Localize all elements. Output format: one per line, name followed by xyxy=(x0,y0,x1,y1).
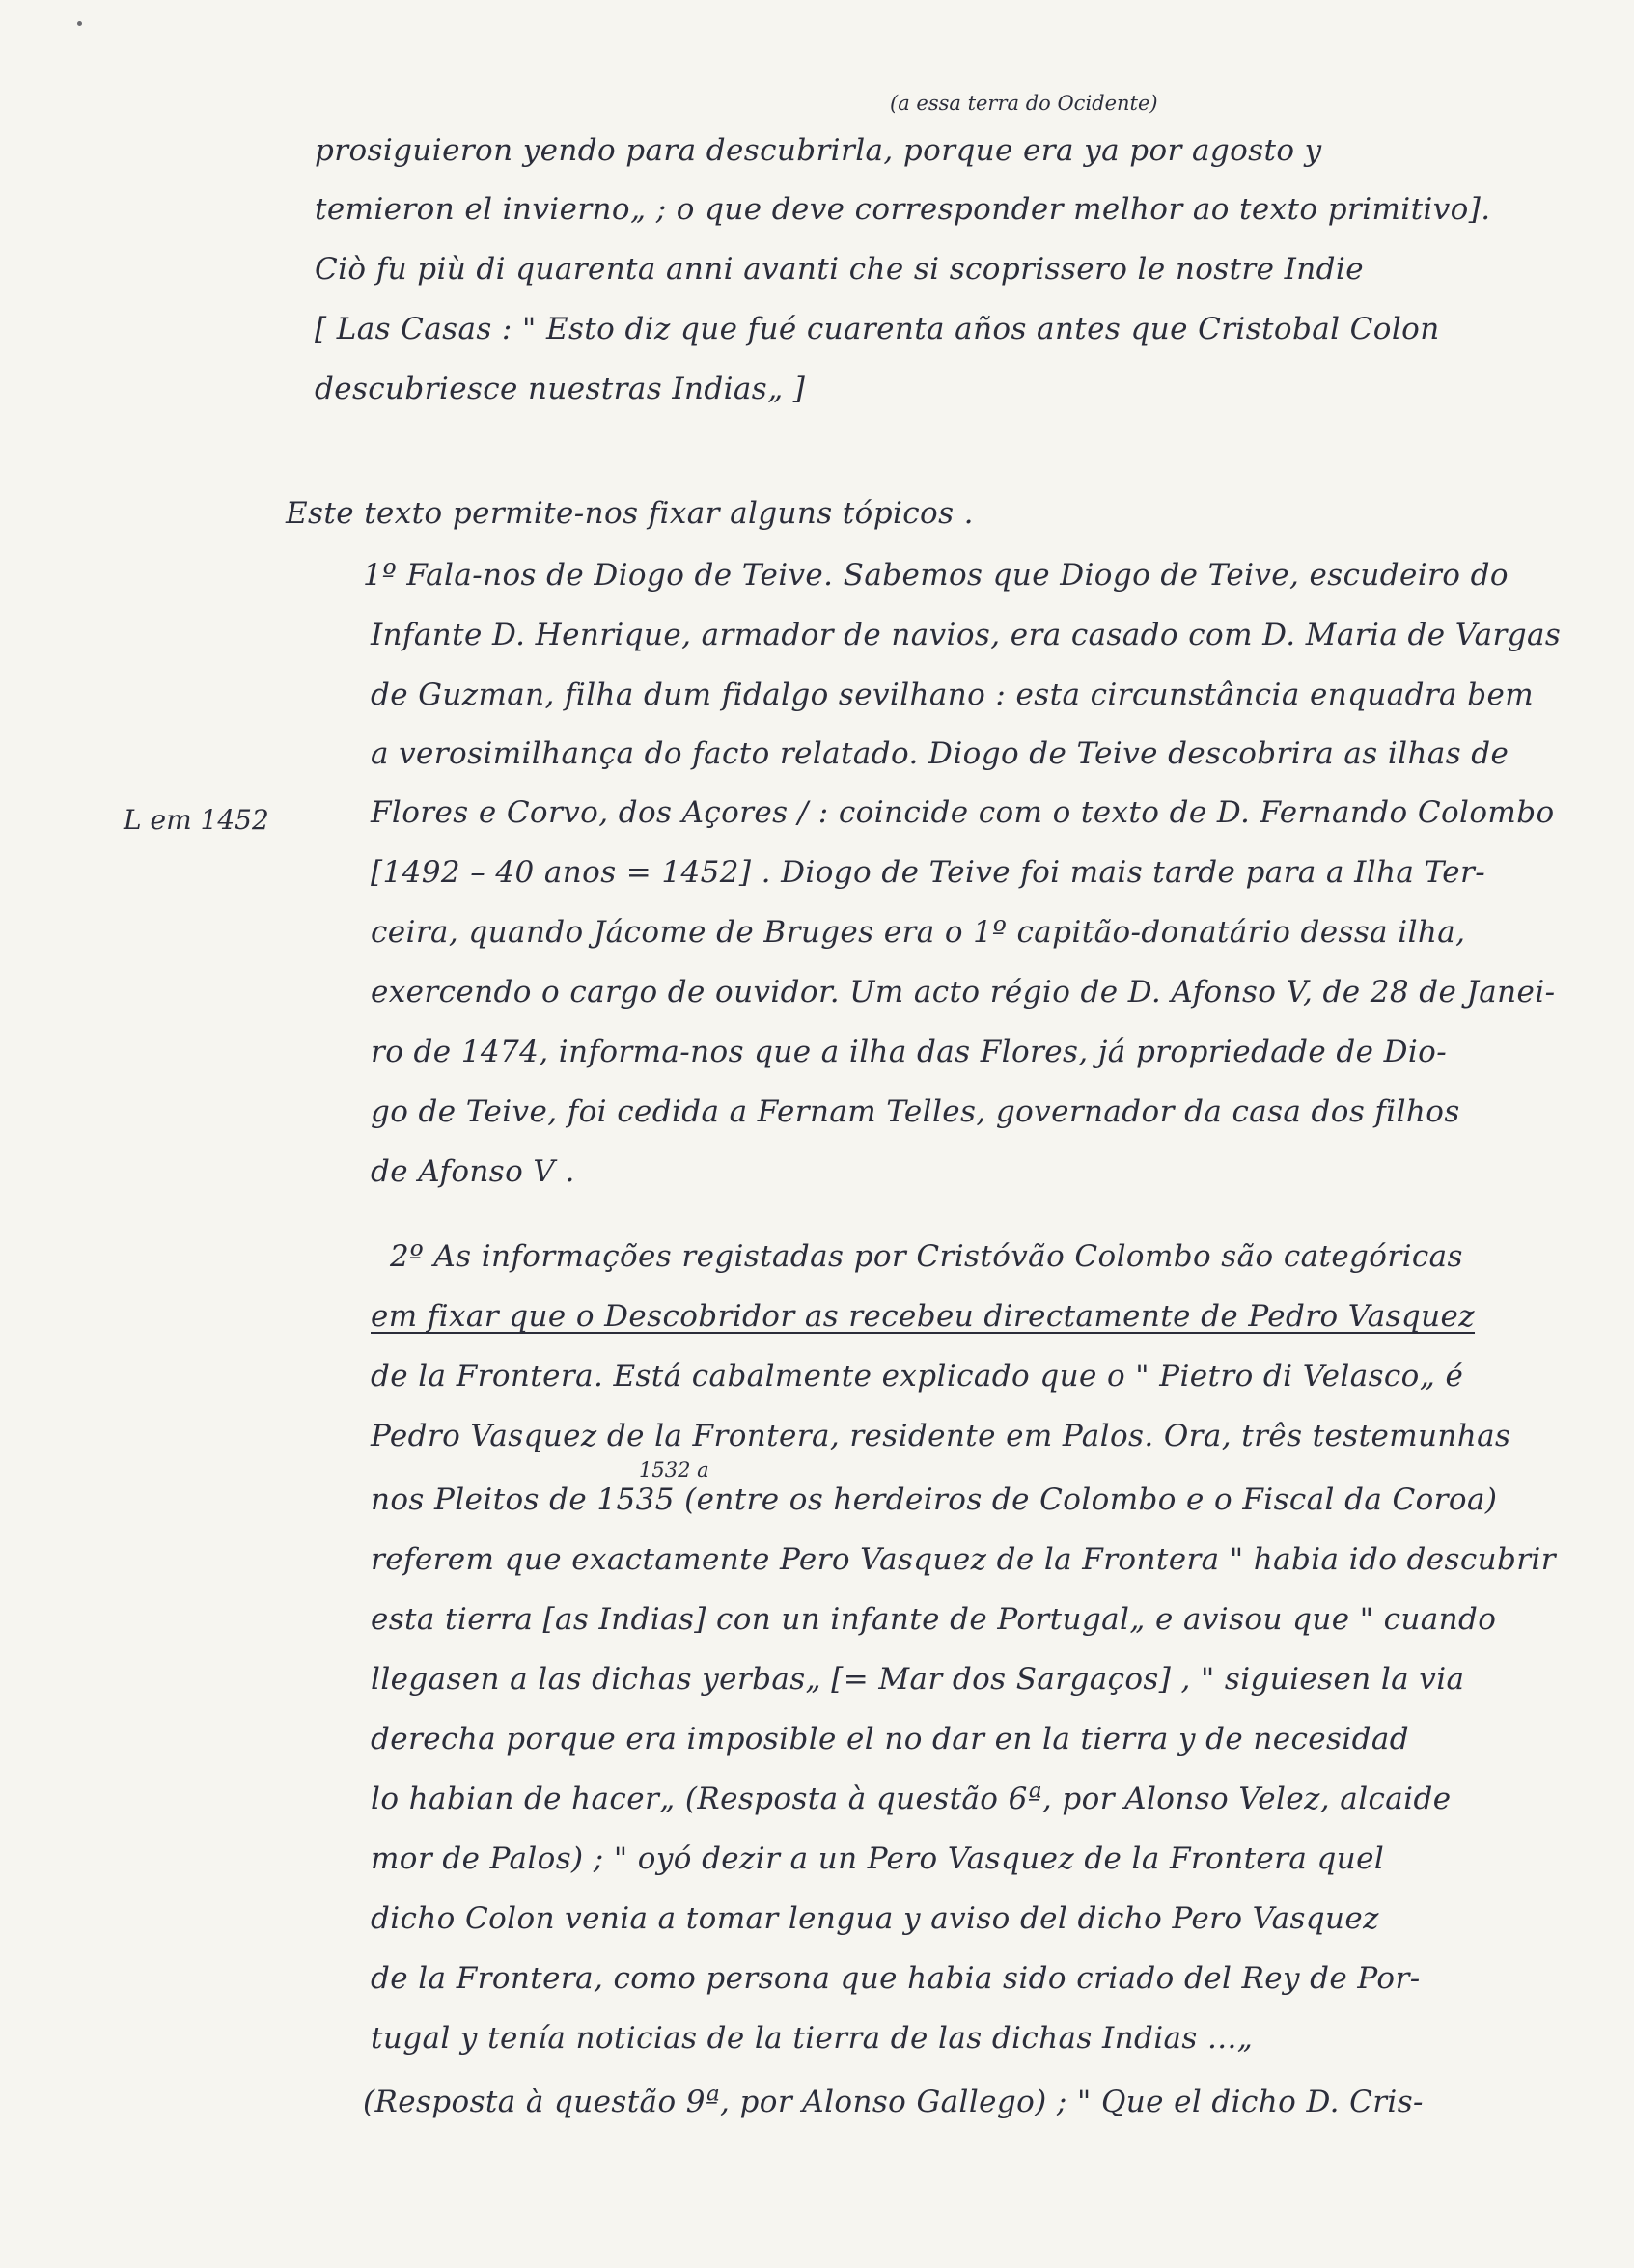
point2-line-2: em fixar que o Descobridor as recebeu directamente de Pedro Vasquez xyxy=(371,1299,1476,1334)
point2-line-6: referem que exactamente Pero Vasquez de la Frontera " habia ido descubrir xyxy=(371,1542,1556,1577)
point1-line-10: go de Teive, foi cedida a Fernam Telles, governador da casa dos filhos xyxy=(371,1094,1460,1129)
quote-line-2: temieron el invierno„ ; o que deve corresponder melhor ao texto primitivo]. xyxy=(315,192,1491,227)
point2-line-5: nos Pleitos de 1535 (entre os herdeiros de Colombo e o Fiscal da Coroa) xyxy=(371,1482,1498,1517)
point2-line-7: esta tierra [as Indias] con un infante de Portugal„ e avisou que " cuando xyxy=(371,1602,1497,1637)
point2-line-14: tugal y tenía noticias de la tierra de las dichas Indias ...„ xyxy=(371,2021,1254,2056)
pleitos-year-note: 1532 a xyxy=(639,1458,709,1481)
point2-line-10: lo habian de hacer„ (Resposta à questão 6ª, por Alonso Velez, alcaide xyxy=(371,1782,1452,1816)
point2-line-8: llegasen a las dichas yerbas„ [= Mar dos Sargaços] , " siguiesen la via xyxy=(371,1662,1465,1697)
point1-line-4: a verosimilhança do facto relatado. Diogo de Teive descobrira as ilhas de xyxy=(371,736,1509,771)
quote-line-1: prosiguieron yendo para descubrirla, porque era ya por agosto y xyxy=(315,133,1322,168)
point1-line-3: de Guzman, filha dum fidalgo sevilhano : esta circunstância enquadra bem xyxy=(371,678,1534,712)
point2-line-11: mor de Palos) ; " oyó dezir a un Pero Vasquez de la Frontera quel xyxy=(371,1841,1385,1876)
paper-speck xyxy=(77,21,82,26)
point2-line-13: de la Frontera, como persona que habia sido criado del Rey de Por- xyxy=(371,1961,1421,1996)
point1-line-9: ro de 1474, informa-nos que a ilha das Flores, já propriedade de Dio- xyxy=(371,1035,1448,1069)
point2-line-1: 2º As informações registadas por Cristóvão Colombo são categóricas xyxy=(390,1239,1463,1274)
point2-line-3: de la Frontera. Está cabalmente explicado que o " Pietro di Velasco„ é xyxy=(371,1359,1464,1394)
quote-line-5: descubriesce nuestras Indias„ ] xyxy=(315,372,806,406)
point1-line-2: Infante D. Henrique, armador de navios, era casado com D. Maria de Vargas xyxy=(371,618,1562,652)
point2-line-4: Pedro Vasquez de la Frontera, residente em Palos. Ora, três testemunhas xyxy=(371,1419,1511,1453)
point1-line-7: ceira, quando Jácome de Bruges era o 1º capitão-donatário dessa ilha, xyxy=(371,915,1466,950)
point2-line-15: (Resposta à questão 9ª, por Alonso Gallego) ; " Que el dicho D. Cris- xyxy=(363,2085,1424,2119)
intro-line: Este texto permite-nos fixar alguns tópicos . xyxy=(286,496,974,531)
point2-line-9: derecha porque era imposible el no dar en la tierra y de necesidad xyxy=(371,1722,1409,1756)
point1-line-11: de Afonso V . xyxy=(371,1154,575,1189)
quote-line-3: Ciò fu più di quarenta anni avanti che si scoprissero le nostre Indie xyxy=(315,252,1364,287)
point1-line-1: 1º Fala-nos de Diogo de Teive. Sabemos que Diogo de Teive, escudeiro do xyxy=(363,558,1509,593)
point1-line-5: Flores e Corvo, dos Açores / : coincide com o texto de D. Fernando Colombo xyxy=(371,795,1555,830)
margin-note: L em 1452 xyxy=(124,804,269,836)
insertion-note: (a essa terra do Ocidente) xyxy=(890,92,1158,115)
point1-line-8: exercendo o cargo de ouvidor. Um acto régio de D. Afonso V, de 28 de Janei- xyxy=(371,975,1556,1010)
quote-line-4: [ Las Casas : " Esto diz que fué cuarenta años antes que Cristobal Colon xyxy=(315,312,1440,346)
point2-line-12: dicho Colon venia a tomar lengua y aviso del dicho Pero Vasquez xyxy=(371,1901,1379,1936)
point1-line-6: [1492 – 40 anos = 1452] . Diogo de Teive foi mais tarde para a Ilha Ter- xyxy=(371,855,1486,890)
